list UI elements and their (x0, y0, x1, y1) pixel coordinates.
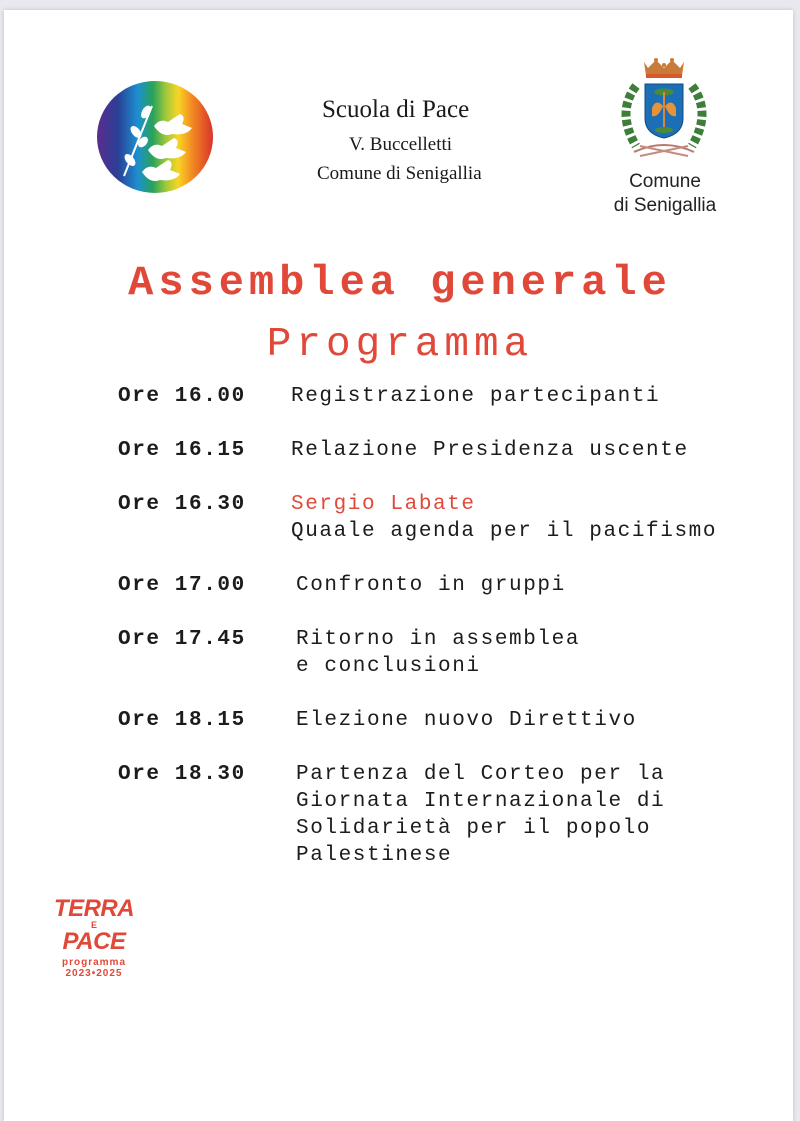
schedule-description: Relazione Presidenza uscente (291, 439, 689, 462)
page-title: Assemblea generale (128, 259, 672, 307)
logo-word-terra: TERRA (53, 895, 135, 922)
coat-of-arms-icon (612, 56, 716, 162)
schedule-description: Giornata Internazionale di (296, 790, 666, 813)
schedule-time: Ore 16.30 (118, 493, 246, 516)
org-name: Scuola di Pace (322, 96, 470, 123)
schedule-speaker: Sergio Labate (291, 493, 476, 516)
schedule-description: Registrazione partecipanti (291, 385, 661, 408)
municipality-label (600, 170, 730, 218)
logo-word-e: E (90, 920, 97, 930)
org-dedication: V. Buccelletti (349, 134, 453, 155)
schedule-time: Ore 16.15 (118, 439, 246, 462)
schedule-time: Ore 16.00 (118, 385, 246, 408)
org-city: Comune di Senigallia (317, 163, 482, 184)
logo-word-pace: PACE (62, 928, 126, 955)
schedule-time: Ore 17.45 (118, 628, 246, 651)
logo-years: 2023•2025 (65, 968, 123, 979)
schedule-description: Partenza del Corteo per la (296, 763, 666, 786)
schedule-time: Ore 18.15 (118, 709, 246, 732)
schedule-description: Quaale agenda per il pacifismo (291, 520, 718, 543)
page-subtitle: Programma (266, 322, 534, 368)
terra-e-pace-logo (52, 897, 136, 979)
schedule-description: e conclusioni (296, 655, 481, 678)
schedule-description: Confronto in gruppi (296, 574, 566, 597)
schedule-description: Elezione nuovo Direttivo (296, 709, 637, 732)
schedule-description: Solidarietà per il popolo (296, 817, 652, 840)
schedule-description: Ritorno in assemblea (296, 628, 581, 651)
schedule-description: Palestinese (296, 844, 453, 867)
schedule-time: Ore 17.00 (118, 574, 246, 597)
municipality-line1: Comune (629, 171, 701, 192)
scuola-di-pace-logo (96, 80, 214, 194)
municipality-line2: di Senigallia (613, 195, 717, 216)
schedule-time: Ore 18.30 (118, 763, 246, 786)
logo-programma: programma (61, 957, 126, 968)
